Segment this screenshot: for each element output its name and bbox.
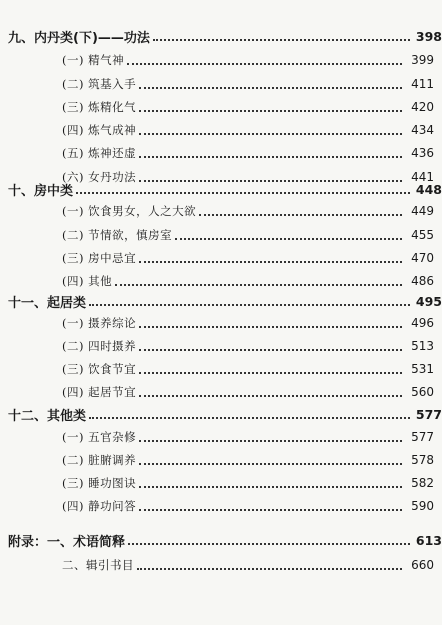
toc-entry-title: (三) 房中忌宜 — [62, 251, 137, 265]
toc-entry — [0, 473, 434, 493]
toc-entry-title: (一) 精气神 — [62, 53, 125, 67]
toc-entry-page: 495 — [415, 293, 442, 309]
toc-entry — [0, 291, 442, 311]
leader-dots — [139, 486, 402, 488]
toc-entry-title: (二) 筑基入手 — [62, 77, 137, 91]
toc-entry-title: (二) 四时摄养 — [62, 339, 137, 353]
leader-dots — [139, 349, 402, 351]
toc-entry — [0, 427, 434, 447]
toc-entry-page: 436 — [411, 146, 434, 160]
toc-entry-title: 二、辑引书目 — [62, 558, 134, 572]
toc-entry-title: (一) 五官杂修 — [62, 430, 137, 444]
toc-entry-page: 398 — [415, 28, 442, 44]
toc-entry-page: 590 — [411, 499, 434, 513]
toc-entry-title: (四) 其他 — [62, 274, 113, 288]
toc-entry-page: 486 — [411, 274, 434, 288]
leader-dots — [128, 543, 410, 545]
leader-dots — [89, 417, 410, 419]
toc-entry — [0, 179, 442, 199]
leader-dots — [139, 509, 402, 511]
toc-entry-title: 附录：一、术语简释 — [8, 534, 126, 550]
leader-dots — [175, 238, 402, 240]
toc-entry-title: (四) 静功问答 — [62, 499, 137, 513]
toc-entry-title: (五) 炼神还虚 — [62, 146, 137, 160]
leader-dots — [153, 39, 410, 41]
leader-dots — [139, 156, 402, 158]
toc-entry-title: (二) 脏腑调养 — [62, 453, 137, 467]
toc-entry — [0, 555, 434, 575]
toc-entry-title: (一) 饮食男女，人之大欲 — [62, 204, 197, 218]
leader-dots — [139, 463, 402, 465]
toc-entry — [0, 143, 434, 163]
leader-dots — [139, 133, 402, 135]
leader-dots — [139, 440, 402, 442]
toc-entry — [0, 74, 434, 94]
leader-dots — [139, 87, 402, 89]
toc-entry-title: 九、内丹类(下)——功法 — [8, 30, 150, 46]
toc-entry-page: 560 — [411, 385, 434, 399]
toc-entry-page: 434 — [411, 123, 434, 137]
toc-entry — [0, 97, 434, 117]
toc-entry — [0, 225, 434, 245]
toc-entry — [0, 201, 434, 221]
leader-dots — [139, 326, 402, 328]
toc-entry — [0, 382, 434, 402]
toc-entry-page: 582 — [411, 476, 434, 490]
leader-dots — [115, 284, 402, 286]
leader-dots — [139, 110, 402, 112]
toc-entry — [0, 271, 434, 291]
toc-entry-page: 420 — [411, 100, 434, 114]
toc-entry-page: 660 — [411, 558, 434, 572]
toc-entry-title: (六) 女丹功法 — [62, 170, 137, 184]
toc-entry-title: (三) 睡功图诀 — [62, 476, 137, 490]
toc-entry-title: (四) 炼气成神 — [62, 123, 137, 137]
toc-entry-title: (二) 节情欲，慎房室 — [62, 228, 173, 242]
toc-entry-title: (一) 摄养综论 — [62, 316, 137, 330]
leader-dots — [139, 372, 402, 374]
toc-entry-page: 577 — [415, 406, 442, 422]
toc-entry-page: 496 — [411, 316, 434, 330]
toc-entry-page: 577 — [411, 430, 434, 444]
toc-entry-page: 531 — [411, 362, 434, 376]
leader-dots — [89, 304, 410, 306]
toc-entry-title: (三) 饮食节宜 — [62, 362, 137, 376]
toc-entry — [0, 530, 442, 550]
toc-entry-page: 470 — [411, 251, 434, 265]
toc-entry-page: 449 — [411, 204, 434, 218]
toc-entry — [0, 248, 434, 268]
toc-entry-page: 578 — [411, 453, 434, 467]
leader-dots — [199, 214, 402, 216]
leader-dots — [127, 63, 402, 65]
toc-entry-page: 411 — [411, 77, 434, 91]
toc-entry — [0, 450, 434, 470]
leader-dots — [137, 568, 402, 570]
leader-dots — [139, 395, 402, 397]
toc-entry — [0, 120, 434, 140]
toc-entry-title: 十、房中类 — [8, 183, 74, 199]
toc-entry-title: (四) 起居节宜 — [62, 385, 137, 399]
toc-entry — [0, 336, 434, 356]
toc-entry-page: 613 — [415, 532, 442, 548]
toc-entry-page: 448 — [415, 181, 442, 197]
toc-entry — [0, 26, 442, 46]
leader-dots — [139, 261, 402, 263]
toc-entry — [0, 359, 434, 379]
toc-entry — [0, 50, 434, 70]
leader-dots — [76, 192, 410, 194]
toc-entry-title: (三) 炼精化气 — [62, 100, 137, 114]
toc-entry-title: 十二、其他类 — [8, 408, 87, 424]
toc-entry-page: 455 — [411, 228, 434, 242]
toc-entry-page: 513 — [411, 339, 434, 353]
toc-entry — [0, 404, 442, 424]
toc-entry-page: 441 — [411, 170, 434, 184]
toc-entry — [0, 313, 434, 333]
toc-entry-page: 399 — [411, 53, 434, 67]
toc-entry — [0, 496, 434, 516]
toc-entry-title: 十一、起居类 — [8, 295, 87, 311]
